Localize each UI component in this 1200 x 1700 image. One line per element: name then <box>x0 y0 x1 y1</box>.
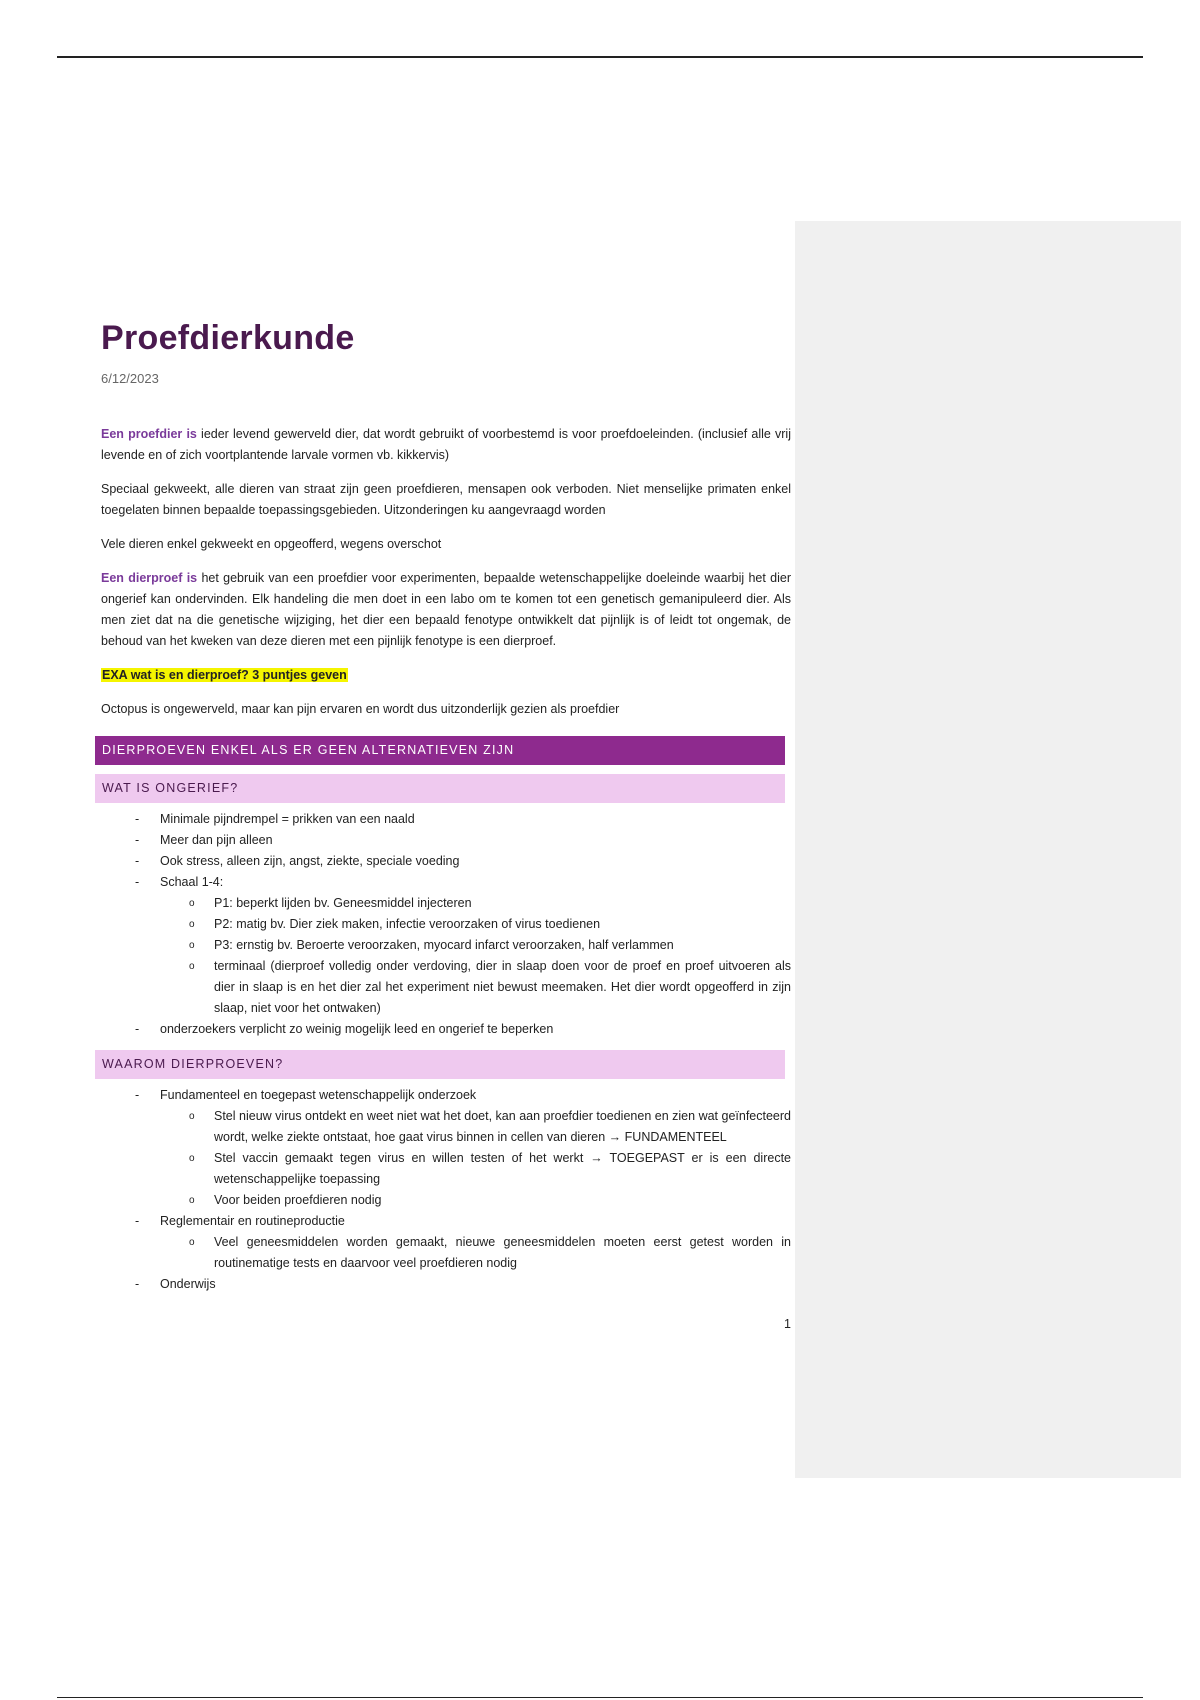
document-page <box>101 318 791 1331</box>
sub-list-item: o P2: matig bv. Dier ziek maken, infectie veroorzaken of virus toedienen <box>101 914 791 935</box>
sublist-schaal <box>160 893 791 1019</box>
sub-list-item: o terminaal (dierproef volledig onder verdoving, dier in slaap doen voor de proef en proef uitvoeren als dier in slaap is en het dier zal het experiment niet bewust meemaken. Het dier wordt opgeofferd in zijn slaap, niet voor het ontwaken) <box>101 956 791 1019</box>
list-item: - Ook stress, alleen zijn, angst, ziekte, speciale voeding <box>101 851 791 872</box>
heading-1-band: DIERPROEVEN ENKEL ALS ER GEEN ALTERNATIEVEN ZIJN <box>95 736 785 765</box>
exam-note-paragraph <box>101 665 791 686</box>
list-item: - Minimale pijndrempel = prikken van een naald <box>101 809 791 830</box>
sub-list-item: o Stel vaccin gemaakt tegen virus en willen testen of het werkt → TOEGEPAST er is een directe wetenschappelijke toepassing <box>101 1148 791 1190</box>
list-item-text: Reglementair en routineproductie <box>160 1213 345 1228</box>
sublist-fundamenteel <box>160 1106 791 1211</box>
document-date: 6/12/2023 <box>101 370 159 386</box>
term-dierproef: Een dierproef is <box>101 570 198 585</box>
sub-list-item: o Veel geneesmiddelen worden gemaakt, nieuwe geneesmiddelen moeten eerst getest worden in routinematige tests en daarvoor veel proefdieren nodig <box>101 1232 791 1274</box>
exam-note-highlight: EXA wat is en dierproef? 3 puntjes geven <box>102 667 347 682</box>
paragraph-octopus: Octopus is ongewerveld, maar kan pijn ervaren en wordt dus uitzonderlijk gezien als proefdier <box>101 701 620 716</box>
paragraph-text: ieder levend gewerveld dier, dat wordt gebruikt of voorbestemd is voor proefdoeleinden. (inclusief alle vrij levende en of zich voortplantende larvale vormen vb. kikkervis) <box>101 426 791 462</box>
heading-2-ongerief: WAT IS ONGERIEF? <box>95 774 785 803</box>
footer-rule <box>57 1697 1143 1698</box>
paragraph-text: het gebruik van een proefdier voor experimenten, bepaalde wetenschappelijke doeleinde waarbij het dier ongerief kan ondervinden. Elk handeling die men doet in een labo om te komen tot een genetisch gemanipuleerd dier. Als men ziet dat na die genetische wijziging, het dier een bepaald fenotype ontwikkelt dat pijnlijk is of leidt tot ongemak, de behoud van het kweken van deze dieren met een pijnlijk fenotype is een dierproef. <box>101 570 791 648</box>
term-proefdier: Een proefdier is <box>101 426 197 441</box>
comment-pane <box>795 221 1181 1478</box>
document-title: Proefdierkunde <box>101 319 355 357</box>
sub-list-item: o P1: beperkt lijden bv. Geneesmiddel injecteren <box>101 893 791 914</box>
paragraph-proefdier <box>101 424 791 466</box>
paragraph-speciaal: Speciaal gekweekt, alle dieren van straat zijn geen proefdieren, mensapen ook verboden. Niet menselijke primaten enkel toegelaten binnen bepaalde toepassingsgebieden. Uitzonderingen ku aangevraagd worden <box>101 481 791 517</box>
list-ongerief <box>101 809 791 1040</box>
list-item-fundamenteel <box>101 1085 791 1211</box>
paragraph-overschot: Vele dieren enkel gekweekt en opgeofferd, wegens overschot <box>101 536 442 551</box>
sub-list-item: o Stel nieuw virus ontdekt en weet niet wat het doet, kan aan proefdier toedienen en zien wat geïnfecteerd wordt, welke ziekte ontstaat, hoe gaat virus binnen in cellen van dieren → FUNDAMENTEEL <box>101 1106 791 1148</box>
paragraph-dierproef <box>101 568 791 652</box>
list-item-schaal <box>101 872 791 1019</box>
list-item-reglementair <box>101 1211 791 1274</box>
list-item: - onderzoekers verplicht zo weinig mogelijk leed en ongerief te beperken <box>101 1019 791 1040</box>
list-item: - Onderwijs <box>101 1274 791 1295</box>
sublist-reglementair <box>160 1232 791 1274</box>
sub-list-item: o Voor beiden proefdieren nodig <box>101 1190 791 1211</box>
sub-list-item: o P3: ernstig bv. Beroerte veroorzaken, myocard infarct veroorzaken, half verlammen <box>101 935 791 956</box>
header-rule <box>57 56 1143 58</box>
list-item: - Meer dan pijn alleen <box>101 830 791 851</box>
list-item-text: Schaal 1-4: <box>160 874 224 889</box>
list-waarom <box>101 1085 791 1295</box>
page-number: 1 <box>784 1316 791 1331</box>
heading-2-waarom: WAAROM DIERPROEVEN? <box>95 1050 785 1079</box>
list-item-text: Fundamenteel en toegepast wetenschappelijk onderzoek <box>160 1087 477 1102</box>
intro-paragraphs <box>101 424 791 720</box>
